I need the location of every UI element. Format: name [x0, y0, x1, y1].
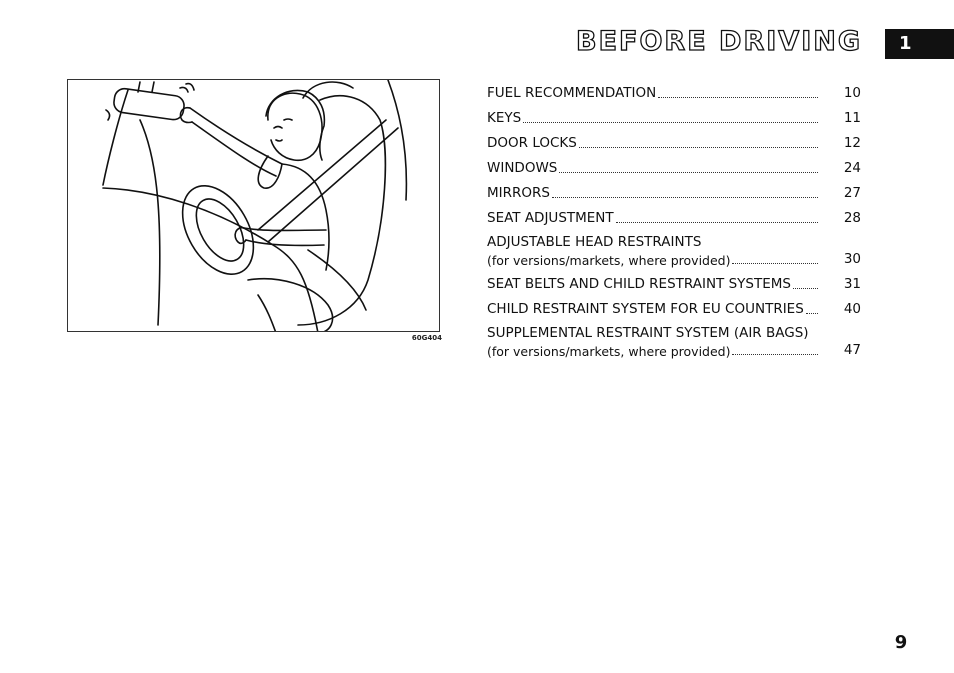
driver-arm-lower — [244, 228, 326, 245]
toc-row[interactable] — [487, 128, 861, 153]
toc-leader-dots — [732, 354, 818, 355]
toc-row[interactable] — [487, 269, 861, 294]
toc-leader-dots — [559, 172, 818, 173]
driver-face — [274, 119, 292, 141]
toc-row[interactable] — [487, 153, 861, 178]
toc-title: MIRRORS — [487, 185, 550, 201]
figure-code: 60G404 — [411, 334, 442, 342]
toc-row[interactable] — [487, 78, 861, 103]
toc-row[interactable] — [487, 103, 861, 128]
chapter-tab: 1 — [885, 29, 954, 59]
driver-sleeve — [258, 156, 282, 188]
driver-hair — [266, 90, 324, 160]
toc-leader-dots — [793, 288, 818, 289]
toc-page-number: 40 — [843, 301, 861, 317]
door-edge — [388, 80, 406, 200]
toc-title: CHILD RESTRAINT SYSTEM FOR EU COUNTRIES — [487, 301, 804, 317]
figure-illustration — [67, 79, 440, 332]
toc-leader-dots — [658, 97, 818, 98]
toc-page-number: 11 — [843, 110, 861, 126]
seat-belt-lap — [308, 250, 366, 310]
steering-wheel — [168, 173, 268, 286]
toc-title: DOOR LOCKS — [487, 135, 577, 151]
toc-leader-dots — [552, 197, 818, 198]
toc-title: SEAT ADJUSTMENT — [487, 210, 614, 226]
toc-row[interactable] — [487, 203, 861, 228]
seat-cushion — [248, 279, 333, 332]
toc-title: KEYS — [487, 110, 522, 126]
dashboard-line — [103, 188, 318, 332]
table-of-contents — [487, 78, 861, 360]
toc-leader-dots — [616, 222, 818, 223]
a-pillar-line — [140, 120, 160, 325]
toc-note: (for versions/markets, where provided) — [487, 344, 731, 359]
toc-page-number: 27 — [843, 185, 861, 201]
toc-leader-dots — [579, 147, 818, 148]
windshield-edge — [103, 90, 128, 185]
toc-row[interactable] — [487, 294, 861, 319]
toc-page-number: 47 — [843, 342, 861, 358]
page-number: 9 — [894, 632, 908, 653]
driver-torso — [282, 164, 329, 270]
toc-title: WINDOWS — [487, 160, 558, 176]
toc-page-number: 10 — [843, 85, 861, 101]
toc-leader-dots — [732, 263, 818, 264]
toc-row[interactable] — [487, 228, 861, 269]
toc-title: FUEL RECOMMENDATION — [487, 85, 657, 101]
page-title: BEFORE DRIVING — [576, 26, 863, 57]
toc-row[interactable] — [487, 178, 861, 203]
toc-row[interactable] — [487, 319, 861, 360]
driver-adjusting-mirror-icon — [68, 80, 440, 332]
toc-leader-dots — [806, 313, 818, 314]
toc-title: ADJUSTABLE HEAD RESTRAINTS — [487, 234, 702, 250]
seat-bottom — [258, 295, 276, 332]
toc-page-number: 28 — [843, 210, 861, 226]
toc-note: (for versions/markets, where provided) — [487, 253, 731, 268]
toc-page-number: 31 — [843, 276, 861, 292]
toc-title: SUPPLEMENTAL RESTRAINT SYSTEM (AIR BAGS) — [487, 325, 809, 341]
toc-title: SEAT BELTS AND CHILD RESTRAINT SYSTEMS — [487, 276, 791, 292]
toc-page-number: 24 — [843, 160, 861, 176]
steering-wheel-inner — [187, 191, 254, 269]
toc-leader-dots — [523, 122, 818, 123]
toc-page-number: 12 — [843, 135, 861, 151]
toc-page-number: 30 — [843, 251, 861, 267]
